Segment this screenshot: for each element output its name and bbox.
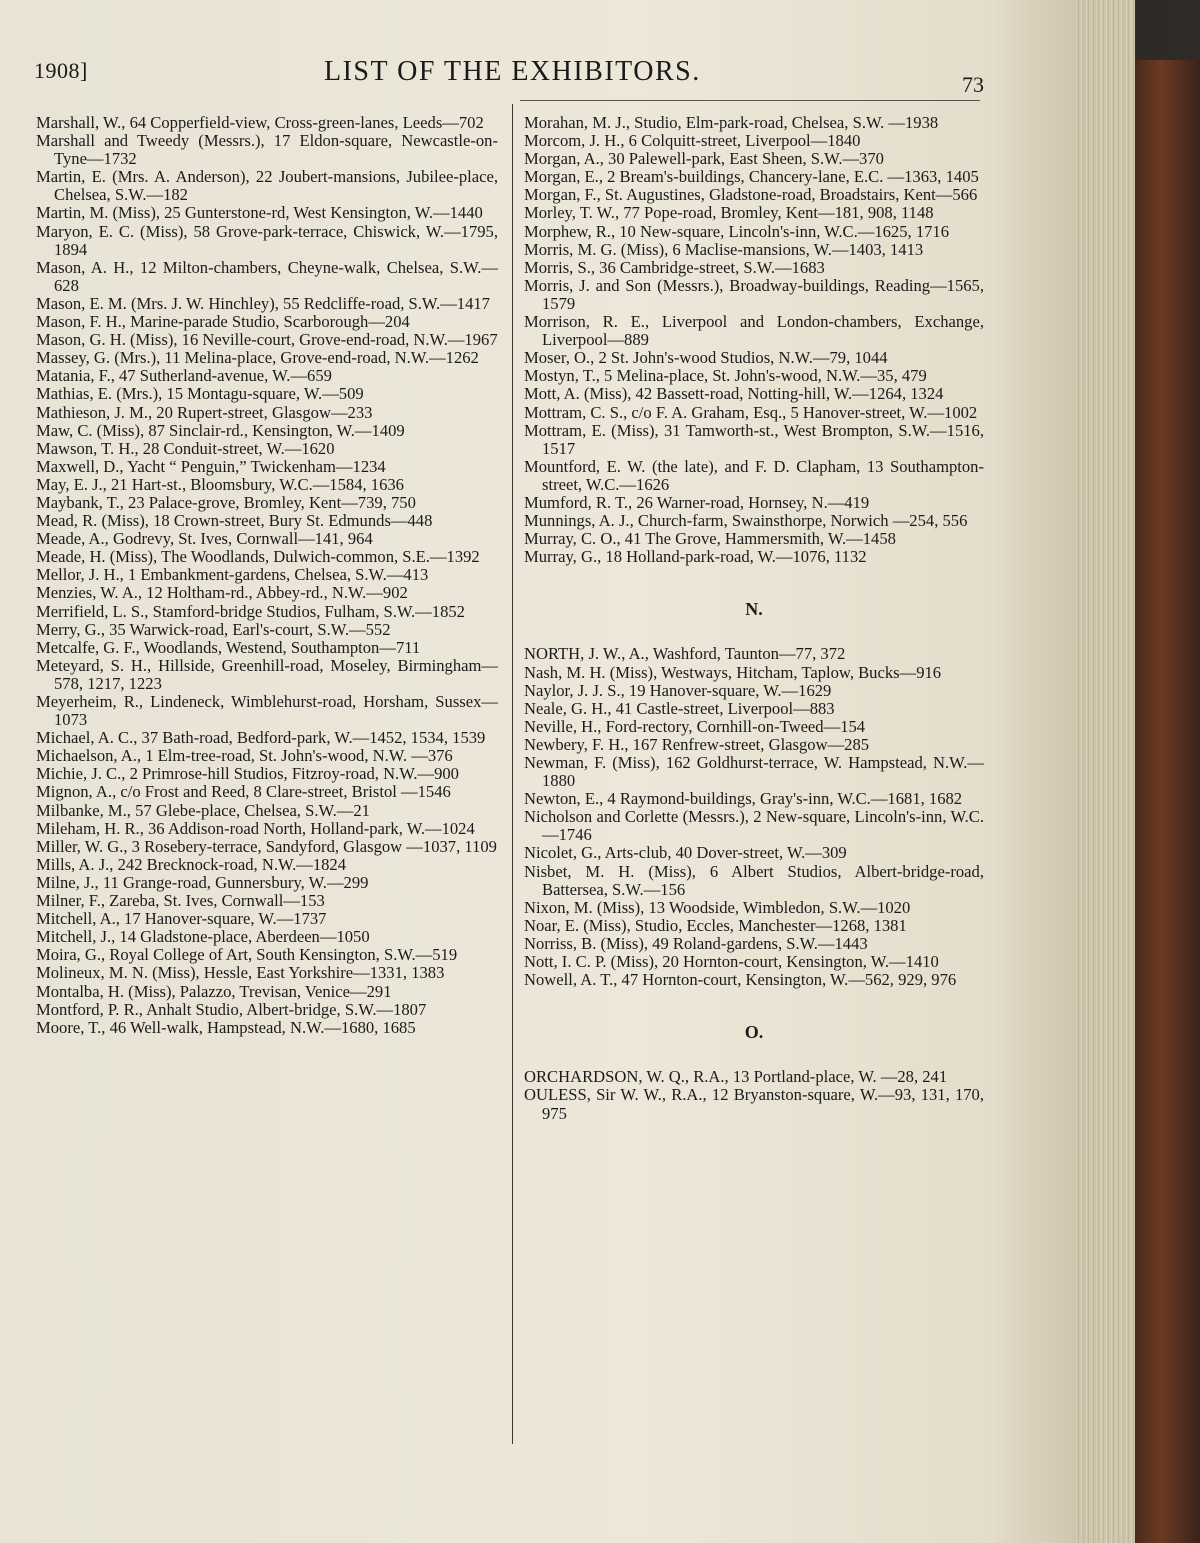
list-item: Maybank, T., 23 Palace-grove, Bromley, Kent—739, 750 (36, 492, 416, 512)
list-item: Mott, A. (Miss), 42 Bassett-road, Notting-hill, W.—1264, 1324 (524, 384, 944, 404)
list-item: Mellor, J. H., 1 Embankment-gardens, Chelsea, S.W.—413 (36, 565, 429, 585)
list-item: Mathias, E. (Mrs.), 15 Montagu-square, W.—509 (36, 384, 364, 404)
list-item: Nisbet, M. H. (Miss), 6 Albert Studios, Albert-bridge-road, Battersea, S.W.—156 (524, 861, 984, 899)
page-edges (1075, 0, 1135, 1543)
list-item: NORTH, J. W., A., Washford, Taunton—77, 372 (524, 644, 846, 664)
list-item: Mignon, A., c/o Frost and Reed, 8 Clare-street, Bristol —1546 (36, 782, 451, 802)
list-item: ORCHARDSON, W. Q., R.A., 13 Portland-place, W. —28, 241 (524, 1067, 948, 1087)
section-heading-o: O. (744, 1022, 764, 1043)
list-item: Murray, C. O., 41 The Grove, Hammersmith, W.—1458 (524, 529, 896, 549)
list-item: Mumford, R. T., 26 Warner-road, Hornsey, N.—419 (524, 492, 870, 512)
header-rule (520, 100, 980, 101)
list-item: Morley, T. W., 77 Pope-road, Bromley, Kent—181, 908, 1148 (524, 203, 934, 223)
list-item: Meade, A., Godrevy, St. Ives, Cornwall—141, 964 (36, 529, 373, 549)
list-item: Mason, E. M. (Mrs. J. W. Hinchley), 55 Redcliffe-road, S.W.—1417 (36, 293, 490, 313)
right-column (524, 114, 984, 1123)
list-item: Merrifield, L. S., Stamford-bridge Studios, Fulham, S.W.—1852 (36, 601, 465, 621)
list-item: Maw, C. (Miss), 87 Sinclair-rd., Kensington, W.—1409 (36, 420, 405, 440)
list-item: Newbery, F. H., 167 Renfrew-street, Glasgow—285 (524, 734, 870, 754)
list-item: Moser, O., 2 St. John's-wood Studios, N.W.—79, 1044 (524, 348, 888, 368)
list-item: Morgan, A., 30 Palewell-park, East Sheen, S.W.—370 (524, 149, 884, 169)
list-item: Mead, R. (Miss), 18 Crown-street, Bury St. Edmunds—448 (36, 511, 433, 531)
list-item: Munnings, A. J., Church-farm, Swainsthorpe, Norwich —254, 556 (524, 511, 968, 531)
list-item: Martin, E. (Mrs. A. Anderson), 22 Joubert-mansions, Jubilee-place, Chelsea, S.W.—182 (36, 167, 498, 205)
list-item: OULESS, Sir W. W., R.A., 12 Bryanston-square, W.—93, 131, 170, 975 (524, 1085, 984, 1123)
list-item: Michael, A. C., 37 Bath-road, Bedford-park, W.—1452, 1534, 1539 (36, 728, 486, 748)
list-item: Marshall and Tweedy (Messrs.), 17 Eldon-square, Newcastle-on-Tyne—1732 (36, 131, 498, 169)
list-item: Milner, F., Zareba, St. Ives, Cornwall—153 (36, 891, 325, 911)
list-item: Mason, G. H. (Miss), 16 Neville-court, Grove-end-road, N.W.—1967 (36, 330, 498, 350)
list-item: Meteyard, S. H., Hillside, Greenhill-road, Moseley, Birmingham—578, 1217, 1223 (36, 655, 498, 693)
list-item: Morris, M. G. (Miss), 6 Maclise-mansions, W.—1403, 1413 (524, 239, 924, 259)
list-item: Montalba, H. (Miss), Palazzo, Trevisan, Venice—291 (36, 981, 392, 1001)
list-item: May, E. J., 21 Hart-st., Bloomsbury, W.C.—1584, 1636 (36, 474, 404, 494)
list-item: Metcalfe, G. F., Woodlands, Westend, Southampton—711 (36, 637, 421, 657)
list-item: Naylor, J. J. S., 19 Hanover-square, W.—1629 (524, 680, 832, 700)
page-header (34, 56, 984, 96)
list-item: Milne, J., 11 Grange-road, Gunnersbury, W.—299 (36, 872, 369, 892)
list-item: Morris, J. and Son (Messrs.), Broadway-buildings, Reading—1565, 1579 (524, 275, 984, 313)
page-number: 73 (962, 72, 984, 97)
list-item: Morris, S., 36 Cambridge-street, S.W.—1683 (524, 257, 825, 277)
list-item: Morahan, M. J., Studio, Elm-park-road, Chelsea, S.W. —1938 (524, 113, 939, 132)
list-item: Mason, A. H., 12 Milton-chambers, Cheyne-walk, Chelsea, S.W.—628 (36, 257, 498, 295)
list-item: Neville, H., Ford-rectory, Cornhill-on-Tweed—154 (524, 716, 866, 736)
list-item: Mills, A. J., 242 Brecknock-road, N.W.—1824 (36, 854, 347, 874)
list-item: Mitchell, A., 17 Hanover-square, W.—1737 (36, 909, 327, 929)
header-title: LIST OF THE EXHIBITORS. (324, 56, 701, 87)
list-item: Mostyn, T., 5 Melina-place, St. John's-wood, N.W.—35, 479 (524, 366, 927, 386)
list-item: Nicholson and Corlette (Messrs.), 2 New-square, Lincoln's-inn, W.C.—1746 (524, 807, 984, 845)
list-item: Massey, G. (Mrs.), 11 Melina-place, Grove-end-road, N.W.—1262 (36, 348, 479, 368)
list-item: Mottram, E. (Miss), 31 Tamworth-st., West Brompton, S.W.—1516, 1517 (524, 420, 984, 458)
list-item: Mason, F. H., Marine-parade Studio, Scarborough—204 (36, 312, 410, 332)
list-item: Nash, M. H. (Miss), Westways, Hitcham, Taplow, Bucks—916 (524, 662, 942, 682)
list-item: Milbanke, M., 57 Glebe-place, Chelsea, S.W.—21 (36, 800, 370, 820)
list-item: Nicolet, G., Arts-club, 40 Dover-street, W.—309 (524, 843, 847, 863)
list-item: Maryon, E. C. (Miss), 58 Grove-park-terrace, Chiswick, W.—1795, 1894 (36, 221, 498, 259)
left-column (36, 114, 498, 1037)
list-item: Newton, E., 4 Raymond-buildings, Gray's-inn, W.C.—1681, 1682 (524, 789, 963, 809)
list-item: Mountford, E. W. (the late), and F. D. Clapham, 13 Southampton-street, W.C.—1626 (524, 456, 984, 494)
list-item: Mottram, C. S., c/o F. A. Graham, Esq., 5 Hanover-street, W.—1002 (524, 402, 978, 422)
list-item: Marshall, W., 64 Copperfield-view, Cross-green-lanes, Leeds—702 (36, 113, 484, 132)
list-item: Morrison, R. E., Liverpool and London-chambers, Exchange, Liverpool—889 (524, 312, 984, 350)
list-item: Morgan, E., 2 Bream's-buildings, Chancery-lane, E.C. —1363, 1405 (524, 167, 979, 187)
list-item: Maxwell, D., Yacht “ Penguin,” Twickenham—1234 (36, 456, 386, 476)
list-item: Morphew, R., 10 New-square, Lincoln's-inn, W.C.—1625, 1716 (524, 221, 950, 241)
list-item: Morcom, J. H., 6 Colquitt-street, Liverpool—1840 (524, 131, 861, 151)
section-heading-n: N. (745, 599, 763, 620)
list-item: Michaelson, A., 1 Elm-tree-road, St. John's-wood, N.W. —376 (36, 746, 453, 766)
list-item: Montford, P. R., Anhalt Studio, Albert-bridge, S.W.—1807 (36, 999, 427, 1019)
book-cover (1135, 60, 1200, 1543)
list-item: Molineux, M. N. (Miss), Hessle, East Yorkshire—1331, 1383 (36, 963, 445, 983)
list-item: Nixon, M. (Miss), 13 Woodside, Wimbledon, S.W.—1020 (524, 897, 911, 917)
list-item: Murray, G., 18 Holland-park-road, W.—1076, 1132 (524, 547, 867, 567)
list-item: Mawson, T. H., 28 Conduit-street, W.—1620 (36, 438, 335, 458)
list-item: Moore, T., 46 Well-walk, Hampstead, N.W.—1680, 1685 (36, 1017, 416, 1037)
list-item: Merry, G., 35 Warwick-road, Earl's-court, S.W.—552 (36, 619, 391, 639)
list-item: Mileham, H. R., 36 Addison-road North, Holland-park, W.—1024 (36, 818, 475, 838)
list-item: Meade, H. (Miss), The Woodlands, Dulwich-common, S.E.—1392 (36, 547, 480, 567)
list-item: Newman, F. (Miss), 162 Goldhurst-terrace, W. Hampstead, N.W.—1880 (524, 753, 984, 791)
list-item: Matania, F., 47 Sutherland-avenue, W.—659 (36, 366, 332, 386)
header-year: 1908] (34, 58, 88, 83)
list-item: Norriss, B. (Miss), 49 Roland-gardens, S.W.—1443 (524, 933, 868, 953)
list-item: Nowell, A. T., 47 Hornton-court, Kensington, W.—562, 929, 976 (524, 970, 957, 990)
list-item: Noar, E. (Miss), Studio, Eccles, Manchester—1268, 1381 (524, 915, 907, 935)
list-item: Meyerheim, R., Lindeneck, Wimblehurst-road, Horsham, Sussex—1073 (36, 692, 498, 730)
list-item: Miller, W. G., 3 Rosebery-terrace, Sandyford, Glasgow —1037, 1109 (36, 836, 497, 856)
list-item: Moira, G., Royal College of Art, South Kensington, S.W.—519 (36, 945, 458, 965)
list-item: Mathieson, J. M., 20 Rupert-street, Glasgow—233 (36, 402, 373, 422)
list-item: Morgan, F., St. Augustines, Gladstone-road, Broadstairs, Kent—566 (524, 185, 978, 205)
list-item: Michie, J. C., 2 Primrose-hill Studios, Fitzroy-road, N.W.—900 (36, 764, 459, 784)
list-item: Mitchell, J., 14 Gladstone-place, Aberdeen—1050 (36, 927, 370, 947)
list-item: Nott, I. C. P. (Miss), 20 Hornton-court, Kensington, W.—1410 (524, 952, 939, 972)
list-item: Menzies, W. A., 12 Holtham-rd., Abbey-rd., N.W.—902 (36, 583, 408, 603)
list-item: Neale, G. H., 41 Castle-street, Liverpool—883 (524, 698, 835, 718)
column-divider (512, 104, 513, 1444)
list-item: Martin, M. (Miss), 25 Gunterstone-rd, West Kensington, W.—1440 (36, 203, 483, 223)
